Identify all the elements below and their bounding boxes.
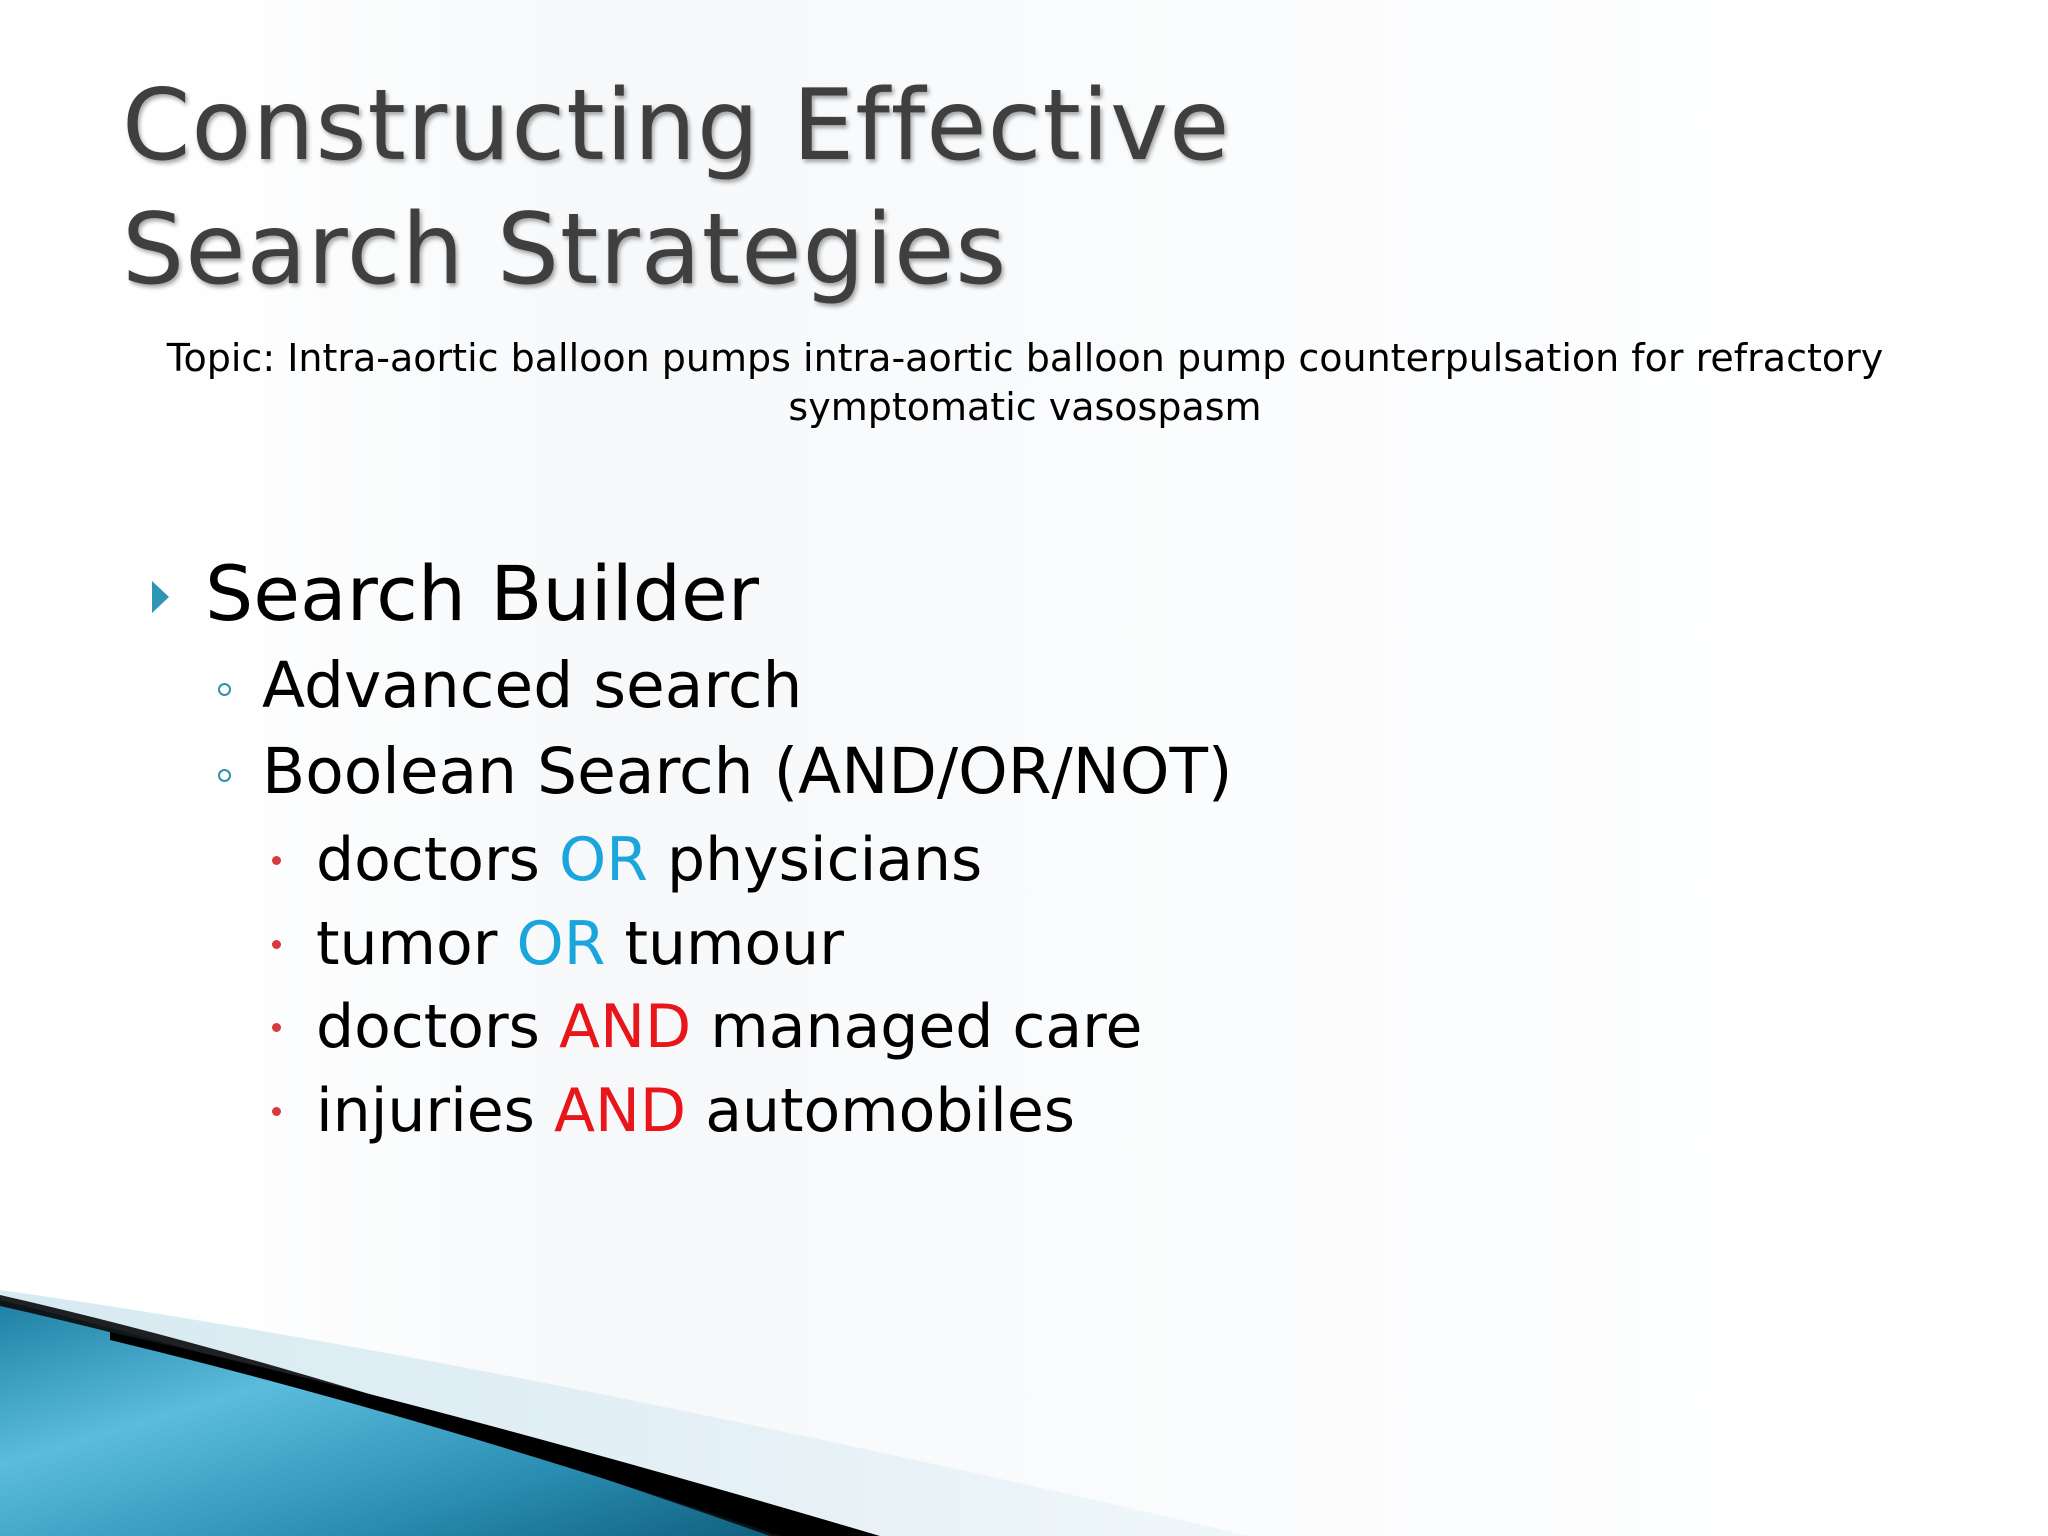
triangle-bullet-icon	[152, 581, 169, 613]
example-term: doctors	[316, 992, 540, 1062]
example-row	[316, 906, 844, 982]
circle-bullet-icon	[218, 683, 231, 696]
example-term: tumor	[316, 909, 498, 979]
slide-title	[122, 64, 1230, 312]
bullet-advanced-search: Advanced search	[262, 649, 803, 722]
dot-bullet-icon	[272, 1023, 281, 1032]
dot-bullet-icon	[272, 1107, 281, 1116]
example-row	[316, 1073, 1075, 1149]
example-term: tumour	[624, 909, 844, 979]
example-term: managed care	[710, 992, 1143, 1062]
title-line-2: Search Strategies	[122, 193, 1008, 307]
example-term: doctors	[316, 825, 540, 895]
circle-bullet-icon	[218, 769, 231, 782]
and-operator: AND	[559, 992, 692, 1062]
dot-bullet-icon	[272, 940, 281, 949]
bullet-search-builder: Search Builder	[205, 549, 760, 638]
or-operator: OR	[559, 825, 648, 895]
dot-bullet-icon	[272, 856, 281, 865]
example-term: injuries	[316, 1076, 535, 1146]
example-row	[316, 989, 1142, 1065]
and-operator: AND	[553, 1076, 687, 1146]
topic-text: : Intra-aortic balloon pumps intra-aortic balloon pump counterpulsation for refractory symptomatic vasospasm	[262, 336, 1884, 429]
example-term: automobiles	[705, 1076, 1075, 1146]
bullet-boolean-search: Boolean Search (AND/OR/NOT)	[262, 735, 1233, 808]
example-term: physicians	[667, 825, 983, 895]
example-row	[316, 822, 982, 898]
topic-paragraph	[120, 334, 1930, 432]
topic-label: Topic	[166, 336, 263, 380]
or-operator: OR	[516, 909, 606, 979]
title-line-1: Constructing Effective	[122, 69, 1231, 183]
